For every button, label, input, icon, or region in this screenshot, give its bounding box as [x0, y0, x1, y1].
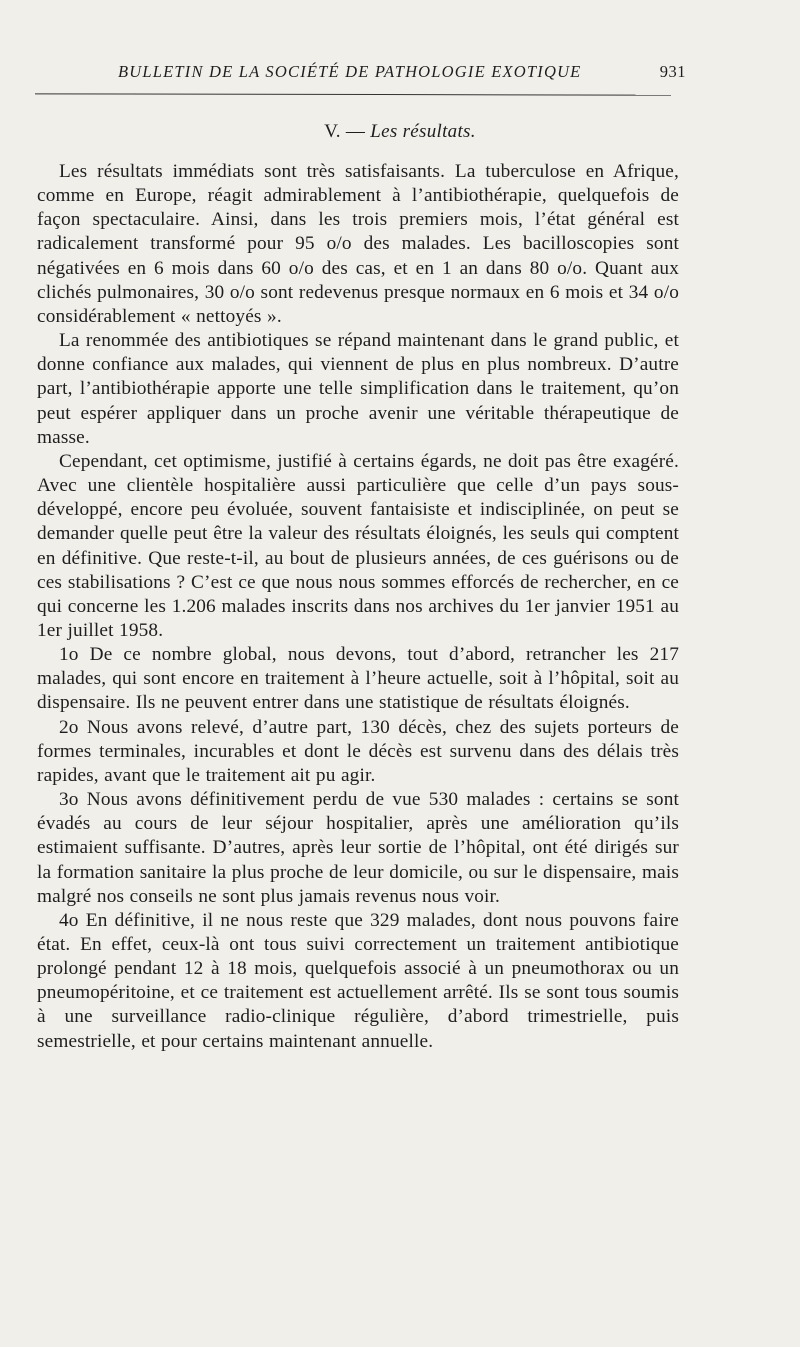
paragraph: 3o Nous avons définitivement perdu de vue 530 malades : certains se sont évadés au cours de leur séjour hospitalier, après une amélioration qu’ils estimaient suffisante. D’autres, après leur sortie de l’hôpital, ont été dirigés sur la formation sanitaire la plus proche de leur domicile, ou sur le dispensaire, mais malgré nos conseils ne sont plus jamais revenus nous voir. [37, 789, 679, 907]
header-rule [35, 93, 671, 95]
paragraph: Les résultats immédiats sont très satisfaisants. La tuberculose en Afrique, comme en Europe, réagit admirablement à l’antibiothérapie, quelquefois de façon spectaculaire. Ainsi, dans les trois premiers mois, l’état général est radicalement transformé pour 95 o/o des malades. Les bacilloscopies sont négativées en 6 mois dans 60 o/o des cas, et en 1 an dans 80 o/o. Quant aux clichés pulmonaires, 30 o/o sont redevenus presque normaux en 6 mois et 34 o/o considérablement « nettoyés ». [37, 161, 679, 327]
body-text [37, 160, 679, 1054]
journal-title: BULLETIN DE LA SOCIÉTÉ DE PATHOLOGIE EXOTIQUE [118, 62, 582, 81]
paragraph: 1o De ce nombre global, nous devons, tout d’abord, retrancher les 217 malades, qui sont encore en traitement à l’heure actuelle, soit à l’hôpital, soit au dispensaire. Ils ne peuvent entrer dans une statistique de résultats éloignés. [37, 644, 679, 714]
section-number: V. — [324, 121, 371, 142]
section-title: Les résultats. [370, 121, 476, 142]
paragraph: 2o Nous avons relevé, d’autre part, 130 décès, chez des sujets porteurs de formes terminales, incurables et dont le décès est survenu dans des délais très rapides, avant que le traitement ait pu agir. [37, 716, 679, 786]
paragraph: 4o En définitive, il ne nous reste que 329 malades, dont nous pouvons faire état. En effet, ceux-là ont tous suivi correctement un traitement antibiotique prolongé pendant 12 à 18 mois, quelquefois associé à un pneumothorax ou un pneumopéritoine, et ce traitement est actuellement arrêté. Ils se sont tous soumis à une surveillance radio-clinique régulière, d’abord trimestrielle, puis semestrielle, et pour certains maintenant annuelle. [37, 909, 679, 1052]
page-number: 931 [659, 62, 686, 81]
paragraph: Cependant, cet optimisme, justifié à certains égards, ne doit pas être exagéré. Avec une clientèle hospitalière aussi particulière que celle d’un pays sous-développé, encore peu évoluée, souvent fantaisiste et indisciplinée, on peut se demander quelle peut être la valeur des résultats éloignés, les seuls qui comptent en définitive. Que reste-t-il, au bout de plusieurs années, de ces guérisons ou de ces stabilisations ? C’est ce que nous nous sommes efforcés de rechercher, en ce qui concerne les 1.206 malades inscrits dans nos archives du 1er janvier 1951 au 1er juillet 1958. [37, 450, 679, 641]
section-heading [0, 121, 800, 143]
running-header [88, 60, 686, 84]
paragraph: La renommée des antibiotiques se répand maintenant dans le grand public, et donne confiance aux malades, qui viennent de plus en plus nombreux. D’autre part, l’antibiothérapie apporte une telle simplification dans le traitement, qu’on peut espérer appliquer dans un proche avenir une véritable thérapeutique de masse. [37, 330, 679, 448]
